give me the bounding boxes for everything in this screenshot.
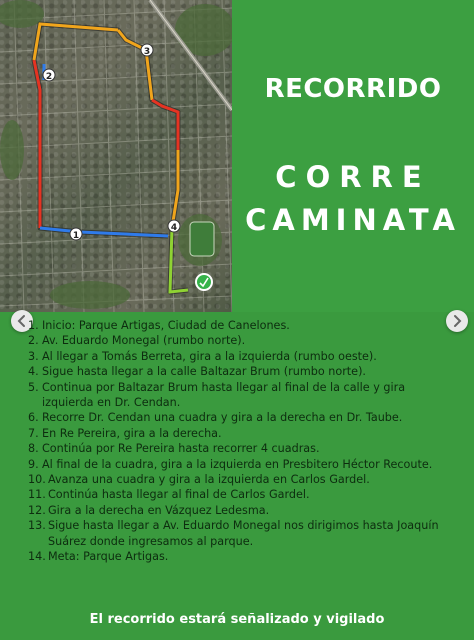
list-item: 14. Meta: Parque Artigas.	[28, 550, 169, 564]
list-item: 7. En Re Pereira, gira a la derecha.	[28, 426, 222, 440]
list-item: 13. Sigue hasta llegar a Av. Eduardo Monegal nos dirigimos hasta Joaquín Suárez donde ingresamos al parque.	[28, 519, 439, 548]
route-steps-list	[28, 318, 448, 565]
list-item: 3. Al llegar a Tomás Berreta, gira a la izquierda (rumbo oeste).	[28, 349, 377, 363]
list-item: 5. Continua por Baltazar Brum hasta llegar al final de la calle y gira izquierda en Dr. Cendan.	[28, 380, 406, 410]
list-item: 2. Av. Eduardo Monegal (rumbo norte).	[28, 334, 246, 348]
list-item: 11. Continúa hasta llegar al final de Carlos Gardel.	[28, 488, 310, 502]
title-recorrido: RECORRIDO	[264, 74, 442, 104]
svg-text:3: 3	[143, 47, 151, 57]
list-item: 9. Al final de la cuadra, gira a la izquierda en Presbitero Héctor Recoute.	[28, 457, 433, 471]
svg-text:2: 2	[45, 72, 53, 82]
location-pin-icon	[196, 274, 212, 290]
route-marker-1	[70, 228, 82, 241]
route-marker-2	[43, 69, 55, 82]
title-corre: CORRE	[275, 160, 431, 194]
next-image-button[interactable]	[446, 310, 468, 332]
route-marker-3	[141, 44, 153, 57]
route-map	[0, 0, 232, 312]
list-item: 1. Inicio: Parque Artigas, Ciudad de Canelones.	[28, 319, 290, 332]
svg-text:1: 1	[72, 231, 80, 241]
svg-text:4: 4	[170, 223, 178, 233]
list-item: 12. Gira a la derecha en Vázquez Ledesma.	[28, 503, 270, 517]
footer-note: El recorrido estará señalizado y vigilado	[89, 612, 385, 627]
chevron-right-icon	[446, 310, 468, 332]
title-panel	[232, 0, 474, 312]
title-caminata: CAMINATA	[245, 203, 461, 237]
list-item: 8. Continúa por Re Pereira hasta recorrer 4 cuadras.	[28, 442, 320, 456]
list-item: 6. Recorre Dr. Cendan una cuadra y gira a la derecha en Dr. Taube.	[28, 411, 403, 425]
list-item: 4. Sigue hasta llegar a la calle Baltazar Brum (rumbo norte).	[28, 365, 366, 379]
route-map-graphic	[0, 0, 232, 312]
list-item: 10. Avanza una cuadra y gira a la izquierda en Carlos Gardel.	[28, 473, 370, 487]
